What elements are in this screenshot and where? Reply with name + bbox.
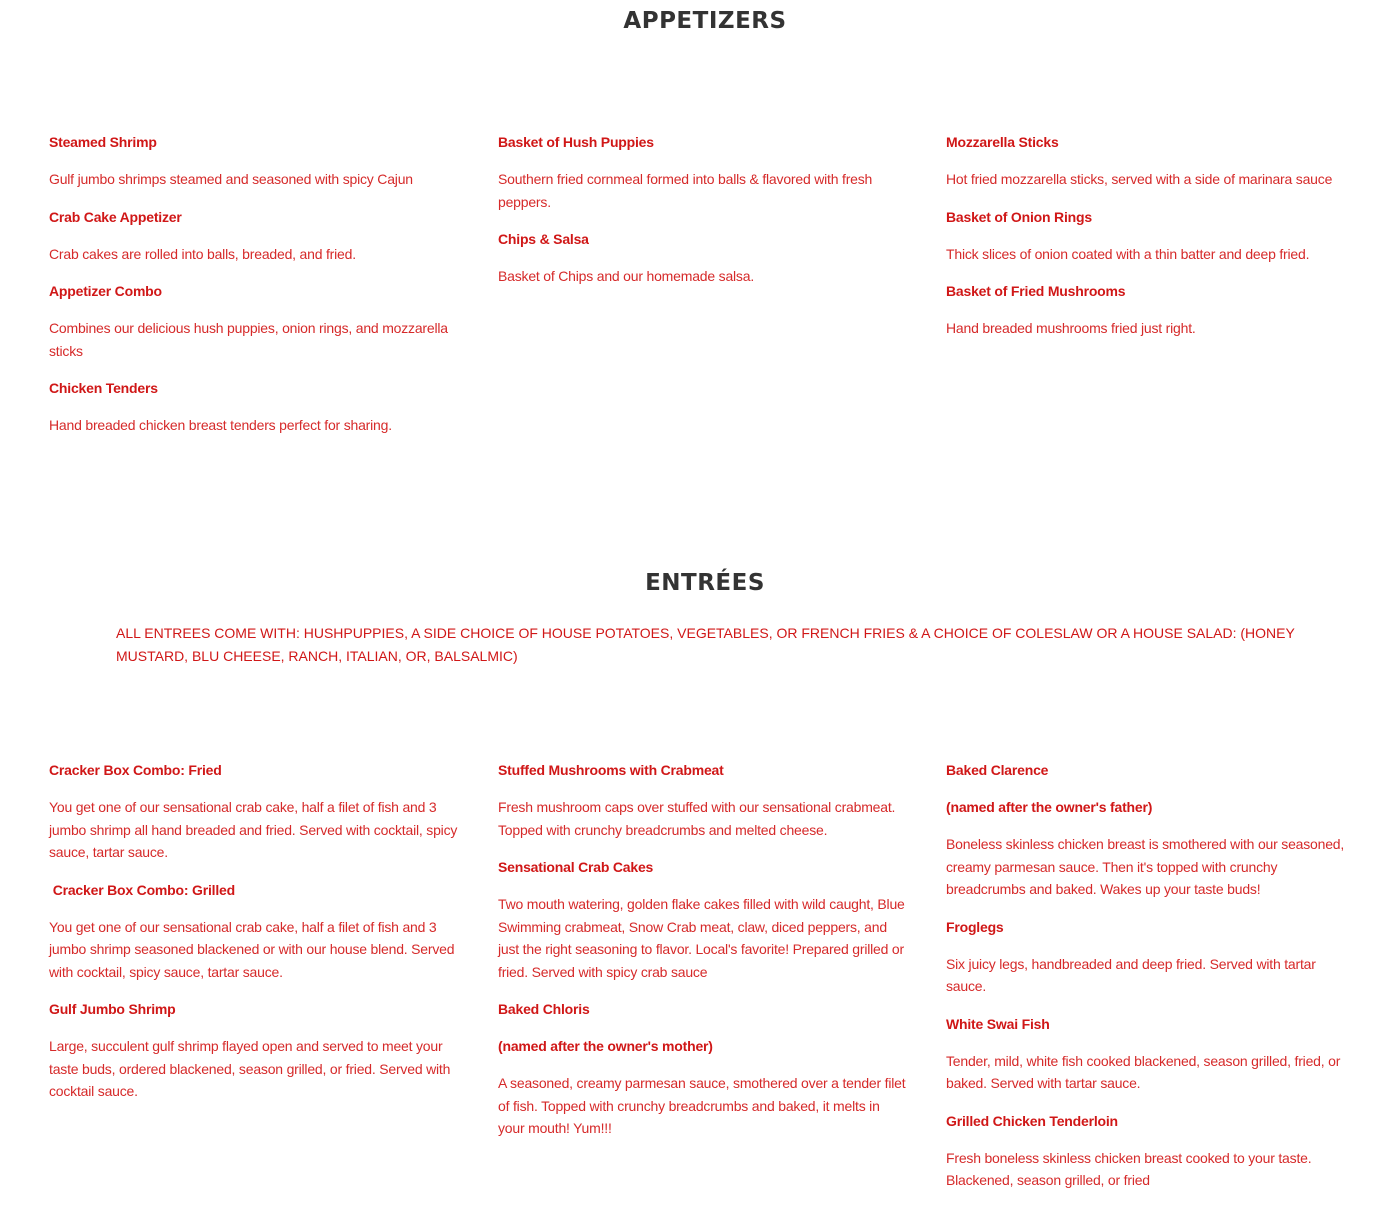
menu-item [946, 131, 1356, 191]
menu-item-description: Thick slices of onion coated with a thin batter and deep fried. [946, 245, 1310, 262]
menu-item-subname: (named after the owner's mother) [498, 1038, 713, 1054]
menu-item-name: Cracker Box Combo: Fried [49, 762, 222, 778]
menu-item [49, 879, 459, 984]
menu-item-name: Stuffed Mushrooms with Crabmeat [498, 762, 724, 778]
menu-item [49, 759, 459, 864]
appetizers-column-3 [946, 131, 1356, 355]
menu-item-subname: (named after the owner's father) [946, 799, 1153, 815]
appetizers-column-1 [49, 131, 459, 452]
menu-item [946, 1110, 1356, 1192]
entrees-column-2 [498, 759, 908, 1155]
menu-item-name: Mozzarella Sticks [946, 134, 1059, 150]
menu-item-description: Southern fried cornmeal formed into balls & flavored with fresh peppers. [498, 171, 873, 210]
menu-item-description: Hot fried mozzarella sticks, served with a side of marinara sauce [946, 171, 1333, 187]
appetizers-heading: APPETIZERS [623, 8, 787, 34]
menu-item-description: You get one of our sensational crab cake, half a filet of fish and 3 jumbo shrimp all hand breaded and fried. Served with cocktail, spicy sauce, tartar sauce. [49, 799, 458, 860]
entrees-column-1 [49, 759, 459, 1118]
menu-item [498, 998, 908, 1140]
menu-item-name: White Swai Fish [946, 1015, 1050, 1032]
entrees-column-3 [946, 759, 1356, 1207]
menu-item-name: Chips & Salsa [498, 231, 589, 247]
menu-item-description: Tender, mild, white fish cooked blackened, season grilled, fried, or baked. Served with tartar sauce. [946, 1052, 1341, 1091]
menu-item [49, 280, 459, 362]
menu-item-name: Steamed Shrimp [49, 134, 157, 150]
menu-item-name: Grilled Chicken Tenderloin [946, 1112, 1118, 1129]
menu-item-description: Two mouth watering, golden flake cakes filled with wild caught, Blue Swimming crabmeat, Snow Crab meat, claw, diced peppers, and just the right seasoning to flavor. Local's favorite! Prepared grilled or fried. Served with spicy crab sauce [498, 896, 905, 980]
menu-item-description: Hand breaded chicken breast tenders perfect for sharing. [49, 417, 392, 433]
menu-item-description: Fresh mushroom caps over stuffed with our sensational crabmeat. Topped with crunchy breadcrumbs and melted cheese. [498, 799, 896, 838]
menu-item-name: Froglegs [946, 918, 1004, 935]
menu-item [49, 131, 459, 191]
menu-item-description: You get one of our sensational crab cake, half a filet of fish and 3 jumbo shrimp seasoned blackened or with our house blend. Served with cocktail, spicy sauce, tartar sauce. [49, 918, 455, 980]
menu-item-description: Hand breaded mushrooms fried just right. [946, 320, 1196, 336]
menu-item-description: Six juicy legs, handbreaded and deep fried. Served with tartar sauce. [946, 955, 1316, 994]
menu-item [49, 377, 459, 437]
menu-item-description: Crab cakes are rolled into balls, breaded, and fried. [49, 245, 356, 262]
menu-item [946, 206, 1356, 266]
menu-item-description: Fresh boneless skinless chicken breast cooked to your taste. Blackened, season grilled, or fried [946, 1149, 1312, 1188]
menu-item [49, 998, 459, 1103]
menu-item [498, 856, 908, 983]
menu-item-name: Crab Cake Appetizer [49, 208, 182, 225]
menu-item-name: Appetizer Combo [49, 283, 162, 299]
menu-item-description: Gulf jumbo shrimps steamed and seasoned with spicy Cajun [49, 171, 413, 187]
menu-item-description: Basket of Chips and our homemade salsa. [498, 268, 755, 284]
menu-item [498, 131, 908, 213]
menu-item [498, 228, 908, 288]
menu-item-name: Chicken Tenders [49, 380, 158, 396]
menu-item-name: Baked Clarence [946, 762, 1049, 778]
menu-item-name: Baked Chloris [498, 1001, 590, 1017]
appetizers-column-2 [498, 131, 908, 303]
entrees-heading: ENTRÉES [645, 570, 765, 596]
menu-item [946, 916, 1356, 998]
menu-item-name: Gulf Jumbo Shrimp [49, 1001, 176, 1017]
menu-item-name: Basket of Hush Puppies [498, 134, 654, 150]
entrees-note: ALL ENTREES COME WITH: HUSHPUPPIES, A SIDE CHOICE OF HOUSE POTATOES, VEGETABLES, OR FRENCH FRIES & A CHOICE OF COLESLAW OR A HOUSE SALAD: (HONEY MUSTARD, BLU CHEESE, RANCH, ITALIAN, OR, BALSALMIC) [116, 625, 1295, 664]
menu-item-description: A seasoned, creamy parmesan sauce, smothered over a tender filet of fish. Topped with crunchy breadcrumbs and baked, it melts in your mouth! Yum!!! [498, 1075, 906, 1136]
menu-item-name: Basket of Fried Mushrooms [946, 283, 1126, 299]
menu-item-name: Sensational Crab Cakes [498, 859, 654, 875]
menu-item [946, 1013, 1356, 1095]
menu-item [49, 206, 459, 266]
menu-item-description: Large, succulent gulf shrimp flayed open and served to meet your taste buds, ordered blackened, season grilled, or fried. Served with cocktail sauce. [49, 1038, 451, 1099]
menu-item [498, 759, 908, 841]
menu-item-name: Basket of Onion Rings [946, 208, 1092, 225]
menu-item-description: Boneless skinless chicken breast is smothered with our seasoned, creamy parmesan sauce. Then it's topped with crunchy breadcrumbs and baked. Wakes up your taste buds! [946, 836, 1345, 897]
menu-item [946, 280, 1356, 340]
menu-item-description: Combines our delicious hush puppies, onion rings, and mozzarella sticks [49, 320, 448, 359]
menu-item [946, 759, 1356, 901]
menu-item-name: Cracker Box Combo: Grilled [49, 881, 235, 898]
